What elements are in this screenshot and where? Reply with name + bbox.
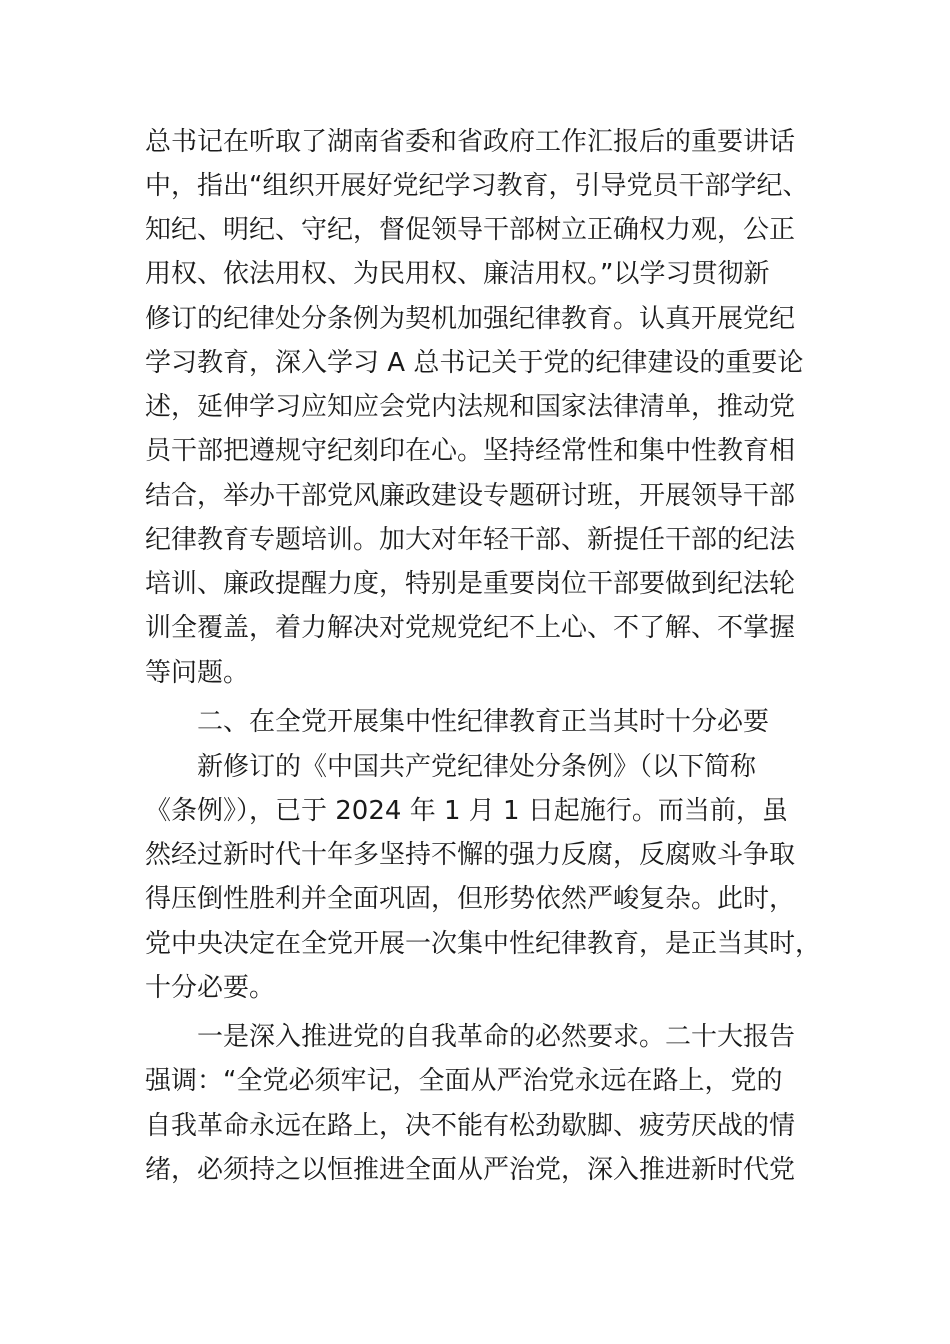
text-line: 知纪、明纪、守纪，督促领导干部树立正确权力观，公正 (145, 215, 796, 245)
text-line: 中，指出“组织开展好党纪学习教育，引导党员干部学纪、 (145, 171, 809, 201)
text-line: 结合，举办干部党风廉政建设专题研讨班，开展领导干部 (145, 481, 796, 511)
text-line: 新修订的《中国共产党纪律处分条例》（以下简称 (197, 752, 757, 782)
text-line: 然经过新时代十年多坚持不懈的强力反腐，反腐败斗争取 (145, 840, 796, 870)
text-line: 等问题。 (145, 658, 250, 688)
text-line: 培训、廉政提醒力度，特别是重要岗位干部要做到纪法轮 (145, 569, 796, 599)
text-line: 用权、依法用权、为民用权、廉洁用权。”以学习贯彻新 (145, 259, 770, 289)
text-line: 修订的纪律处分条例为契机加强纪律教育。认真开展党纪 (145, 304, 796, 334)
text-line: 纪律教育专题培训。加大对年轻干部、新提任干部的纪法 (145, 525, 796, 555)
text-line: 强调：“全党必须牢记，全面从严治党永远在路上，党的 (145, 1066, 783, 1096)
text-line: 绪，必须持之以恒推进全面从严治党，深入推进新时代党 (145, 1155, 796, 1185)
text-line: 述，延伸学习应知应会党内法规和国家法律清单，推动党 (145, 392, 796, 422)
text-line: 《条例》），已于 2024 年 1 月 1 日起施行。而当前，虽 (145, 796, 788, 826)
text-line: 学习教育，深入学习 A 总书记关于党的纪律建设的重要论 (145, 348, 804, 378)
text-line: 员干部把遵规守纪刻印在心。坚持经常性和集中性教育相 (145, 436, 796, 466)
text-line: 自我革命永远在路上，决不能有松劲歇脚、疲劳厌战的情 (145, 1111, 796, 1141)
text-line: 党中央决定在全党开展一次集中性纪律教育，是正当其时， (145, 929, 822, 959)
text-line: 总书记在听取了湖南省委和省政府工作汇报后的重要讲话 (145, 127, 796, 157)
section-heading: 二、在全党开展集中性纪律教育正当其时十分必要 (197, 707, 770, 737)
text-line: 得压倒性胜利并全面巩固，但形势依然严峻复杂。此时， (145, 884, 796, 914)
text-line: 十分必要。 (145, 973, 276, 1003)
text-line: 训全覆盖，着力解决对党规党纪不上心、不了解、不掌握 (145, 613, 796, 643)
text-line: 一是深入推进党的自我革命的必然要求。二十大报告 (197, 1022, 796, 1052)
